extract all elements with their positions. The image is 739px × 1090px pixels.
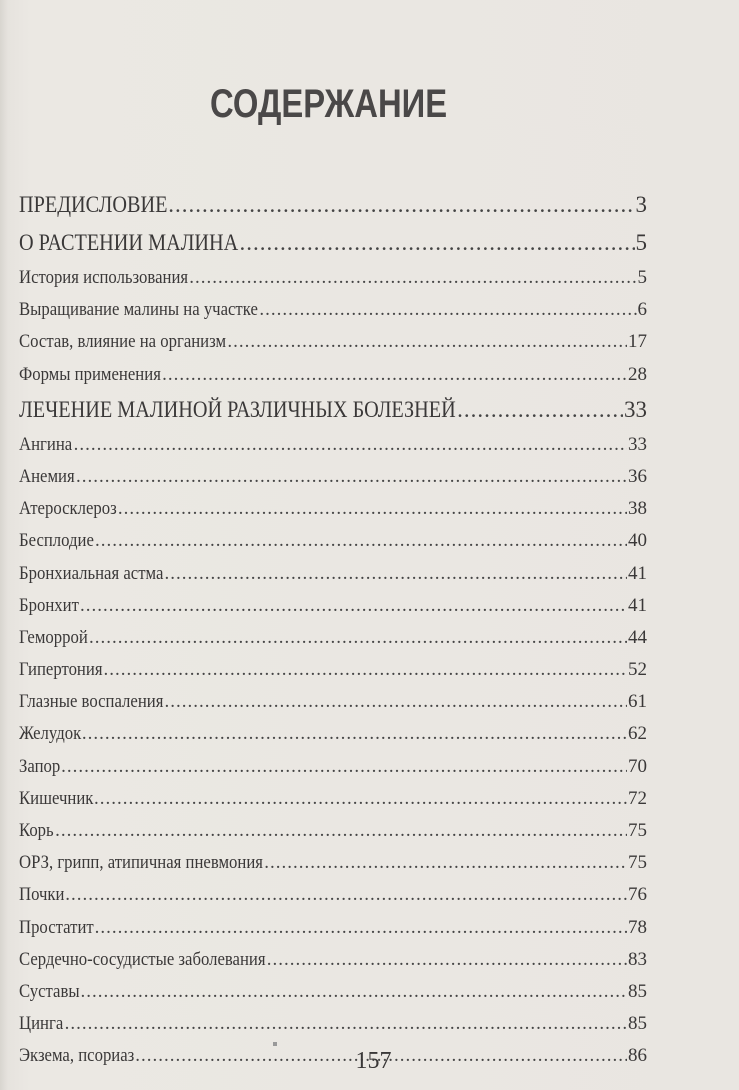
toc-entry[interactable] — [19, 815, 647, 847]
toc-entry[interactable] — [19, 912, 647, 944]
toc-entry[interactable] — [19, 976, 647, 1008]
toc-entry[interactable] — [19, 847, 647, 879]
dot-leader — [227, 326, 627, 358]
toc-entry-page: 61 — [628, 691, 647, 713]
toc-entry-page: 70 — [628, 755, 647, 777]
toc-entry[interactable] — [19, 326, 647, 358]
dot-leader — [65, 1008, 627, 1040]
toc-entry-label: Простатит — [19, 916, 94, 938]
toc-entry-label: Состав, влияние на организм — [19, 331, 227, 353]
dot-leader — [82, 718, 627, 750]
dot-leader — [61, 751, 627, 783]
dot-leader — [457, 391, 623, 429]
toc-entry-page: 78 — [628, 916, 647, 938]
dot-leader — [267, 944, 627, 976]
toc-entry-label: Сердечно-сосудистые заболевания — [19, 948, 266, 970]
print-speck — [273, 1042, 277, 1046]
toc-entry-label: Цинга — [19, 1013, 64, 1035]
toc-entry-label: Желудок — [19, 723, 82, 745]
toc-entry[interactable] — [19, 429, 647, 461]
toc-entry-page: 41 — [628, 594, 647, 616]
toc-entry-label: Бронхит — [19, 594, 79, 616]
toc-entry[interactable] — [19, 718, 647, 750]
toc-entry[interactable] — [19, 590, 647, 622]
toc-entry-label: Атеросклероз — [19, 498, 117, 520]
toc-entry-page: 76 — [628, 884, 647, 906]
toc-entry-label: Кишечник — [19, 787, 94, 809]
dot-leader — [189, 262, 636, 294]
toc-entry-page: 52 — [628, 659, 647, 681]
dot-leader — [264, 847, 627, 879]
page-number: 157 — [355, 1048, 392, 1074]
toc-entry-label: Бронхиальная астма — [19, 562, 164, 584]
dot-leader — [55, 815, 627, 847]
toc-entry-label: ЛЕЧЕНИЕ МАЛИНОЙ РАЗЛИЧНЫХ БОЛЕЗНЕЙ — [19, 396, 456, 422]
dot-leader — [103, 654, 627, 686]
dot-leader — [165, 686, 627, 718]
dot-leader — [162, 359, 627, 391]
toc-entry-label: Гипертония — [19, 659, 103, 681]
toc-entry-page: 75 — [628, 852, 647, 874]
toc-entry-label: Корь — [19, 820, 54, 841]
dot-leader — [168, 186, 634, 224]
toc-entry-page: 44 — [628, 626, 647, 648]
toc-entry-label: О РАСТЕНИИ МАЛИНА — [19, 230, 239, 255]
toc-entry[interactable] — [19, 493, 647, 525]
toc-entry-page: 5 — [637, 267, 647, 288]
toc-entry-page: 72 — [628, 787, 647, 809]
toc-entry-label: Экзема, псориаз — [19, 1045, 135, 1067]
dot-leader — [95, 912, 627, 944]
toc-entry-page: 86 — [628, 1045, 647, 1067]
toc-entry-page: 36 — [628, 465, 647, 487]
toc-entry-page: 62 — [628, 723, 647, 745]
toc-entry-page: 85 — [628, 1013, 647, 1035]
toc-entry-label: Запор — [19, 755, 61, 777]
toc-entry-label: Бесплодие — [19, 530, 94, 552]
toc-entry-label: Формы применения — [19, 363, 161, 385]
toc-entry-label: Ангина — [19, 433, 73, 455]
toc-entry[interactable] — [19, 359, 647, 391]
toc-entry[interactable] — [19, 879, 647, 911]
toc-entry-label: ПРЕДИСЛОВИЕ — [19, 192, 168, 217]
toc-entry-label: Геморрой — [19, 626, 88, 648]
dot-leader — [65, 879, 627, 911]
toc-entry-page: 40 — [628, 530, 647, 552]
toc-entry-page: 38 — [628, 498, 647, 520]
toc-entry-page: 33 — [624, 396, 647, 422]
toc-entry-label: Почки — [19, 884, 65, 906]
toc-entry-label: Выращивание малины на участке — [19, 299, 258, 321]
dot-leader — [259, 294, 636, 326]
toc-entry-page: 6 — [637, 299, 647, 321]
dot-leader — [76, 461, 627, 493]
toc-entry[interactable] — [19, 654, 647, 686]
toc-entry-page: 5 — [635, 230, 647, 255]
dot-leader — [89, 622, 627, 654]
toc-entry[interactable] — [19, 525, 647, 557]
toc-entry-label: Анемия — [19, 465, 75, 487]
page-title: СОДЕРЖАНИЕ — [210, 82, 448, 126]
toc-entry[interactable] — [19, 391, 647, 429]
dot-leader — [95, 525, 627, 557]
toc-entry-page: 3 — [635, 192, 647, 217]
toc-entry-page: 41 — [628, 562, 647, 584]
dot-leader — [165, 558, 628, 590]
toc-entry[interactable] — [19, 558, 647, 590]
toc-entry[interactable] — [19, 751, 647, 783]
toc-entry[interactable] — [19, 944, 647, 976]
table-of-contents — [19, 186, 647, 1073]
dot-leader — [80, 976, 627, 1008]
show-through-text — [230, 4, 237, 34]
dot-leader — [239, 224, 634, 262]
toc-entry[interactable] — [19, 294, 647, 326]
toc-entry[interactable] — [19, 461, 647, 493]
dot-leader — [94, 783, 627, 815]
toc-entry-label: ОРЗ, грипп, атипичная пневмония — [19, 852, 263, 874]
toc-entry-label: Суставы — [19, 980, 80, 1002]
toc-entry[interactable] — [19, 783, 647, 815]
toc-entry[interactable] — [19, 186, 647, 224]
toc-entry-page: 17 — [628, 331, 647, 353]
toc-entry-page: 33 — [628, 433, 647, 455]
toc-entry-page: 83 — [628, 948, 647, 970]
dot-leader — [118, 493, 627, 525]
toc-entry[interactable] — [19, 1008, 647, 1040]
dot-leader — [80, 590, 627, 622]
toc-entry-label: История использования — [19, 267, 189, 288]
toc-entry[interactable] — [19, 224, 647, 262]
toc-entry[interactable] — [19, 262, 647, 294]
toc-entry[interactable] — [19, 622, 647, 654]
toc-entry[interactable] — [19, 686, 647, 718]
toc-entry-label: Глазные воспаления — [19, 691, 164, 713]
toc-entry-page: 75 — [628, 820, 647, 841]
dot-leader — [74, 429, 627, 461]
toc-entry-page: 28 — [628, 363, 647, 385]
toc-entry-page: 85 — [628, 980, 647, 1002]
